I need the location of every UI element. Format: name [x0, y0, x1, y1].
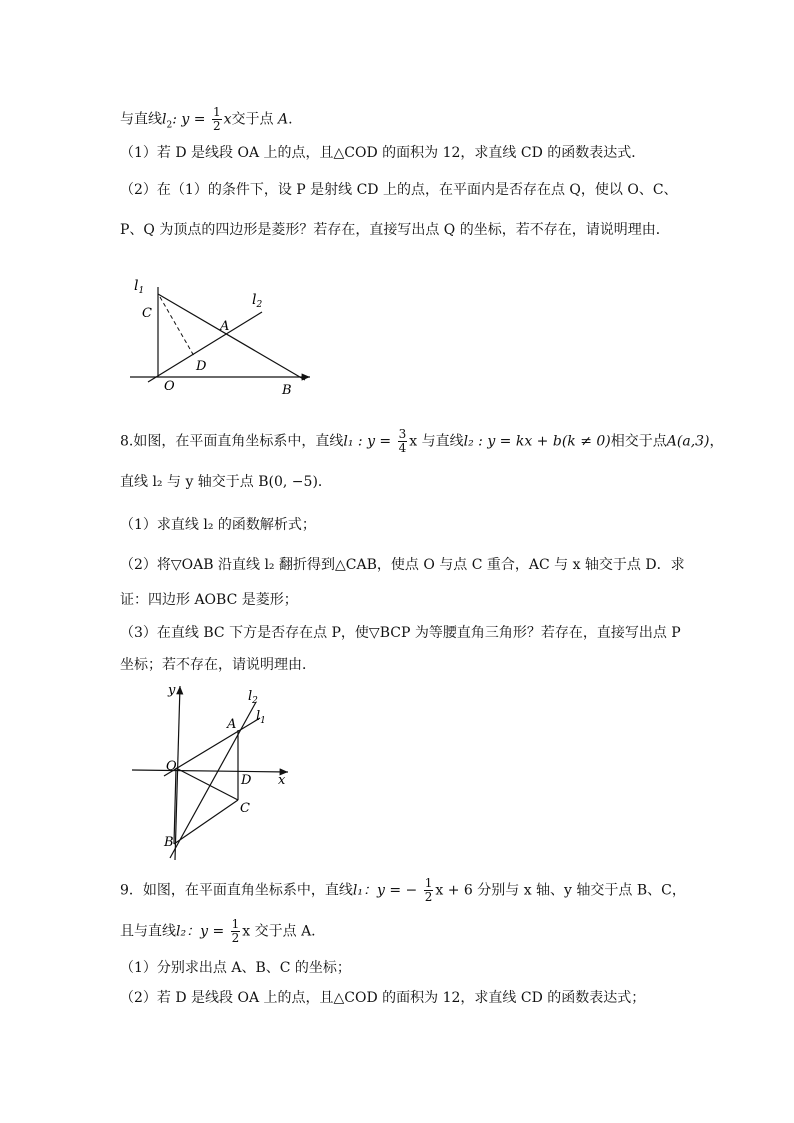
fraction-numerator: 1: [231, 917, 240, 931]
block8-question-1: （1）求直线 l₂ 的函数解析式；: [120, 517, 316, 533]
equation-part: x: [223, 111, 232, 128]
x-axis-line: [132, 770, 288, 772]
block8-question-3b: 坐标；若不存在，请说明理由．: [120, 657, 316, 673]
text-run: x 与直线: [409, 433, 464, 450]
text-run: 8.如图，在平面直角坐标系中，直线: [120, 433, 344, 450]
figure-1-diagram: [120, 272, 330, 402]
label-l1: $l_1$: [134, 278, 145, 296]
label-C: C: [240, 801, 250, 816]
label-l2: $l_2$: [252, 292, 263, 310]
fraction-numerator: 1: [424, 876, 433, 890]
fraction: [212, 106, 222, 133]
fraction-denominator: 2: [231, 931, 240, 945]
segment-CB: [174, 800, 238, 844]
fraction-denominator: 4: [398, 441, 407, 455]
point-label: A: [277, 111, 289, 128]
block9-line2: [120, 918, 316, 945]
fraction-numerator: 3: [398, 427, 407, 441]
text-run: 与直线: [120, 111, 162, 128]
dashed-cd: [160, 297, 194, 356]
fraction-denominator: 2: [424, 890, 433, 904]
label-O: O: [164, 379, 175, 394]
label-B: B: [164, 835, 174, 850]
line-l1: [158, 294, 305, 380]
segment-OC: [176, 768, 238, 800]
equation-l2: l₂ : y = kx + b(k ≠ 0): [463, 433, 611, 450]
text-run: 9．如图，在平面直角坐标系中，直线: [120, 882, 353, 899]
text-run: .: [288, 111, 293, 128]
text-run: 且与直线: [120, 923, 176, 940]
label-B: B: [282, 383, 292, 398]
block8-intro: [120, 428, 724, 455]
fraction-denominator: 2: [212, 119, 221, 133]
block9-question-2: （2）若 D 是线段 OA 上的点，且△COD 的面积为 12，求直线 CD 的函数表达式；: [120, 990, 646, 1006]
label-x: x: [278, 773, 286, 788]
block9-intro: [120, 877, 686, 904]
block8-question-3a: （3）在直线 BC 下方是否存在点 P，使▽BCP 为等腰直角三角形？若存在，直接写出点 P: [120, 625, 681, 641]
label-A: A: [220, 319, 230, 334]
subscript: 2: [166, 120, 173, 131]
equation-l2: l₂：y =: [176, 923, 225, 940]
label-A: A: [227, 717, 237, 732]
text-run: ，: [709, 433, 724, 450]
fraction-numerator: 1: [212, 105, 221, 119]
label-C: C: [142, 306, 152, 321]
block7-question-2a: （2）在（1）的条件下，设 P 是射线 CD 上的点，在平面内是否存在点 Q，使以 O、C、: [120, 182, 678, 198]
point-A: A(a,3): [666, 433, 710, 450]
label-l1: $l_1$: [256, 709, 266, 726]
block7-question-1: （1）若 D 是线段 OA 上的点，且△COD 的面积为 12，求直线 CD 的函数表达式．: [120, 145, 646, 161]
text-run: 相交于点: [610, 433, 667, 450]
text-run: x + 6 分别与 x 轴、y 轴交于点 B、C，: [435, 882, 686, 899]
equation-l1: l₁：y = −: [352, 882, 418, 899]
label-O: O: [166, 759, 177, 774]
block7-line-intro: [120, 106, 293, 135]
fraction: [424, 877, 434, 904]
label-D: D: [241, 773, 252, 788]
text-run: x 交于点 A.: [242, 923, 316, 940]
figure-2-diagram: [128, 680, 298, 865]
fraction: [231, 918, 241, 945]
label-l2: $l_2$: [248, 689, 258, 706]
var-l: l: [162, 111, 167, 128]
block9-question-1: （1）分别求出点 A、B、C 的坐标；: [120, 960, 351, 976]
label-y: y: [168, 683, 176, 698]
equation-part: : y =: [172, 111, 206, 128]
text-run: 交于点: [231, 111, 274, 128]
fraction: [398, 428, 408, 455]
block8-question-2b: 证：四边形 AOBC 是菱形；: [120, 592, 298, 608]
block8-line2: 直线 l₂ 与 y 轴交于点 B(0, −5)．: [120, 474, 332, 490]
block7-question-2b: P、Q 为顶点的四边形是菱形？若存在，直接写出点 Q 的坐标，若不存在，请说明理由．: [120, 222, 670, 238]
block8-question-2a: （2）将▽OAB 沿直线 l₂ 翻折得到△CAB，使点 O 与点 C 重合，AC 与 x 轴交于点 D．求: [120, 557, 685, 573]
equation-l1: l₁ : y =: [343, 433, 392, 450]
label-D: D: [196, 359, 207, 374]
